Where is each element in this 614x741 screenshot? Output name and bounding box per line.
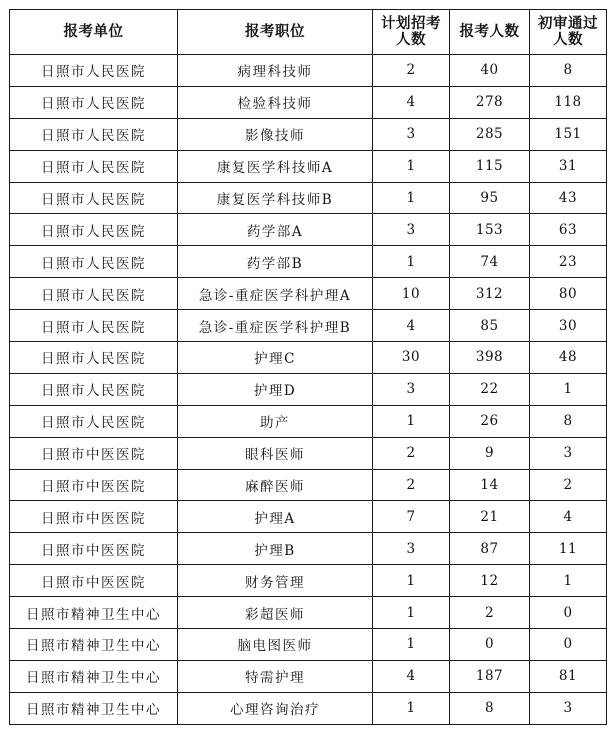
cell-planned: 3 — [373, 214, 450, 246]
header-row — [10, 10, 607, 55]
cell-planned: 2 — [373, 469, 450, 501]
cell-applicants: 12 — [450, 565, 530, 597]
cell-unit: 日照市中医医院 — [10, 533, 178, 565]
table-row — [10, 214, 607, 246]
cell-applicants: 85 — [450, 310, 530, 342]
cell-applicants: 0 — [450, 629, 530, 661]
cell-unit: 日照市中医医院 — [10, 469, 178, 501]
cell-applicants: 22 — [450, 373, 530, 405]
cell-applicants: 21 — [450, 501, 530, 533]
header-planned — [373, 10, 450, 55]
cell-applicants: 26 — [450, 405, 530, 437]
cell-passed: 151 — [530, 118, 607, 150]
cell-passed: 8 — [530, 405, 607, 437]
table-row — [10, 405, 607, 437]
cell-planned: 10 — [373, 278, 450, 310]
cell-unit: 日照市精神卫生中心 — [10, 597, 178, 629]
cell-position: 护理B — [178, 533, 373, 565]
header-passed-line1: 初审通过 — [538, 16, 598, 32]
cell-position: 护理A — [178, 501, 373, 533]
cell-position: 护理C — [178, 342, 373, 374]
cell-position: 康复医学科技师B — [178, 182, 373, 214]
cell-unit: 日照市中医医院 — [10, 437, 178, 469]
cell-planned: 30 — [373, 342, 450, 374]
table-row — [10, 533, 607, 565]
cell-position: 影像技师 — [178, 118, 373, 150]
table-header — [10, 10, 607, 55]
cell-planned: 1 — [373, 597, 450, 629]
cell-applicants: 14 — [450, 469, 530, 501]
cell-passed: 80 — [530, 278, 607, 310]
cell-applicants: 74 — [450, 246, 530, 278]
cell-applicants: 95 — [450, 182, 530, 214]
cell-position: 检验科技师 — [178, 86, 373, 118]
cell-unit: 日照市人民医院 — [10, 86, 178, 118]
cell-position: 彩超医师 — [178, 597, 373, 629]
table-row — [10, 278, 607, 310]
cell-unit: 日照市中医医院 — [10, 565, 178, 597]
cell-unit: 日照市中医医院 — [10, 501, 178, 533]
cell-planned: 1 — [373, 405, 450, 437]
table-row — [10, 692, 607, 724]
table-row — [10, 373, 607, 405]
cell-unit: 日照市人民医院 — [10, 310, 178, 342]
cell-unit: 日照市人民医院 — [10, 55, 178, 87]
cell-passed: 3 — [530, 692, 607, 724]
cell-unit: 日照市人民医院 — [10, 405, 178, 437]
header-applicants: 报考人数 — [450, 10, 530, 55]
cell-applicants: 153 — [450, 214, 530, 246]
table-row — [10, 469, 607, 501]
cell-applicants: 187 — [450, 660, 530, 692]
cell-unit: 日照市精神卫生中心 — [10, 660, 178, 692]
cell-position: 眼科医师 — [178, 437, 373, 469]
table-row — [10, 182, 607, 214]
cell-passed: 81 — [530, 660, 607, 692]
cell-planned: 3 — [373, 373, 450, 405]
header-passed — [530, 10, 607, 55]
cell-applicants: 278 — [450, 86, 530, 118]
cell-planned: 1 — [373, 150, 450, 182]
cell-unit: 日照市精神卫生中心 — [10, 629, 178, 661]
cell-unit: 日照市人民医院 — [10, 342, 178, 374]
cell-unit: 日照市人民医院 — [10, 118, 178, 150]
cell-planned: 7 — [373, 501, 450, 533]
cell-unit: 日照市人民医院 — [10, 214, 178, 246]
cell-position: 麻醉医师 — [178, 469, 373, 501]
cell-position: 康复医学科技师A — [178, 150, 373, 182]
cell-passed: 1 — [530, 565, 607, 597]
table-row — [10, 342, 607, 374]
cell-planned: 1 — [373, 629, 450, 661]
table-row — [10, 86, 607, 118]
cell-position: 脑电图医师 — [178, 629, 373, 661]
cell-planned: 4 — [373, 660, 450, 692]
cell-passed: 8 — [530, 55, 607, 87]
cell-planned: 3 — [373, 533, 450, 565]
header-position: 报考职位 — [178, 10, 373, 55]
cell-passed: 0 — [530, 629, 607, 661]
cell-position: 药学部A — [178, 214, 373, 246]
cell-position: 护理D — [178, 373, 373, 405]
cell-passed: 31 — [530, 150, 607, 182]
cell-passed: 48 — [530, 342, 607, 374]
cell-applicants: 9 — [450, 437, 530, 469]
cell-applicants: 285 — [450, 118, 530, 150]
cell-planned: 2 — [373, 55, 450, 87]
cell-position: 特需护理 — [178, 660, 373, 692]
table-row — [10, 246, 607, 278]
cell-unit: 日照市精神卫生中心 — [10, 692, 178, 724]
cell-planned: 1 — [373, 246, 450, 278]
cell-unit: 日照市人民医院 — [10, 246, 178, 278]
cell-applicants: 2 — [450, 597, 530, 629]
cell-planned: 4 — [373, 86, 450, 118]
cell-applicants: 398 — [450, 342, 530, 374]
cell-position: 心理咨询治疗 — [178, 692, 373, 724]
cell-applicants: 312 — [450, 278, 530, 310]
cell-passed: 118 — [530, 86, 607, 118]
cell-applicants: 8 — [450, 692, 530, 724]
cell-position: 急诊-重症医学科护理B — [178, 310, 373, 342]
cell-planned: 1 — [373, 692, 450, 724]
cell-unit: 日照市人民医院 — [10, 373, 178, 405]
cell-applicants: 40 — [450, 55, 530, 87]
cell-planned: 2 — [373, 437, 450, 469]
cell-position: 药学部B — [178, 246, 373, 278]
cell-unit: 日照市人民医院 — [10, 278, 178, 310]
cell-passed: 1 — [530, 373, 607, 405]
table-row — [10, 660, 607, 692]
table-row — [10, 501, 607, 533]
cell-passed: 0 — [530, 597, 607, 629]
table-row — [10, 565, 607, 597]
cell-position: 财务管理 — [178, 565, 373, 597]
cell-passed: 30 — [530, 310, 607, 342]
table-row — [10, 118, 607, 150]
table-body — [10, 55, 607, 725]
cell-passed: 43 — [530, 182, 607, 214]
cell-unit: 日照市人民医院 — [10, 182, 178, 214]
header-planned-line2: 人数 — [396, 32, 426, 48]
cell-passed: 23 — [530, 246, 607, 278]
cell-passed: 4 — [530, 501, 607, 533]
header-planned-line1: 计划招考 — [381, 16, 441, 32]
table-row — [10, 310, 607, 342]
cell-passed: 2 — [530, 469, 607, 501]
cell-applicants: 87 — [450, 533, 530, 565]
cell-planned: 4 — [373, 310, 450, 342]
table-row — [10, 629, 607, 661]
cell-applicants: 115 — [450, 150, 530, 182]
cell-unit: 日照市人民医院 — [10, 150, 178, 182]
table-row — [10, 437, 607, 469]
cell-planned: 1 — [373, 565, 450, 597]
cell-planned: 3 — [373, 118, 450, 150]
cell-passed: 3 — [530, 437, 607, 469]
cell-passed: 11 — [530, 533, 607, 565]
header-unit: 报考单位 — [10, 10, 178, 55]
cell-passed: 63 — [530, 214, 607, 246]
header-passed-line2: 人数 — [553, 32, 583, 48]
cell-planned: 1 — [373, 182, 450, 214]
cell-position: 病理科技师 — [178, 55, 373, 87]
table-row — [10, 55, 607, 87]
cell-position: 急诊-重症医学科护理A — [178, 278, 373, 310]
applicant-table — [9, 9, 607, 725]
table-row — [10, 150, 607, 182]
cell-position: 助产 — [178, 405, 373, 437]
table-row — [10, 597, 607, 629]
